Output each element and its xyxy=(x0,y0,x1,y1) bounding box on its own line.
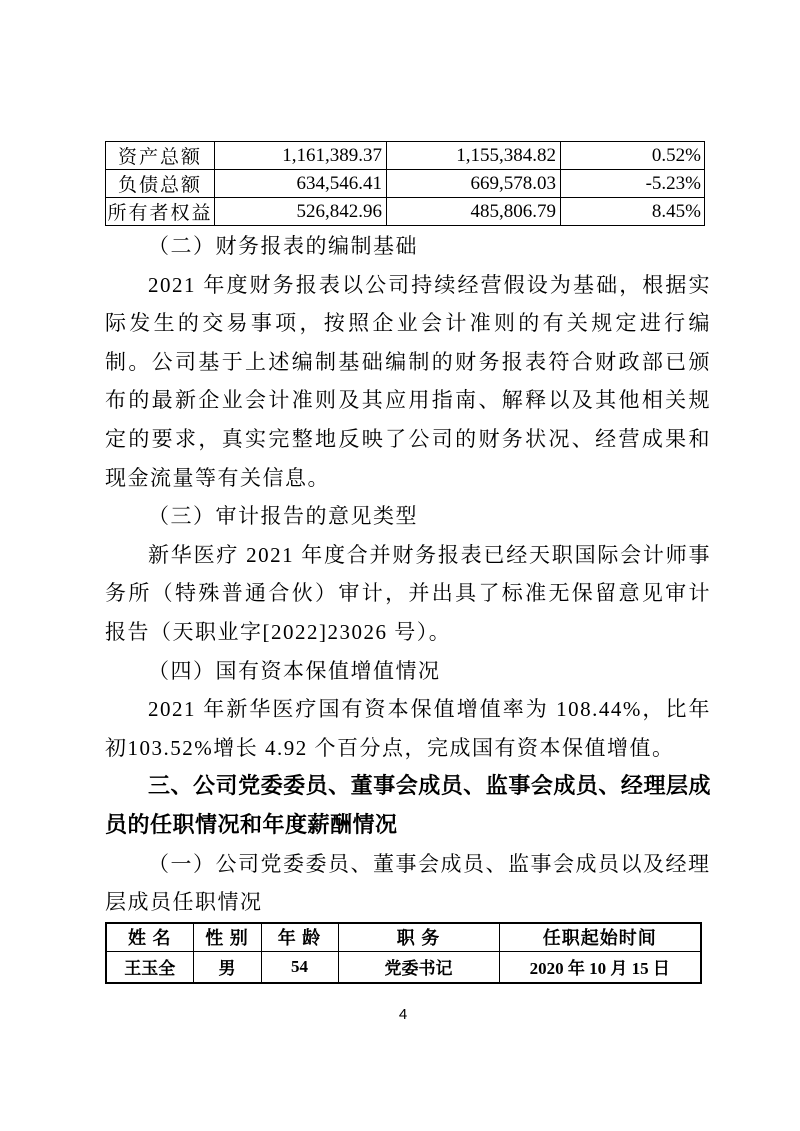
section4-heading: （四）国有资本保值增值情况 xyxy=(148,658,441,683)
section2-heading: （二）财务报表的编制基础 xyxy=(148,234,418,258)
staff-name: 王玉全 xyxy=(106,951,193,983)
financial-table xyxy=(105,141,705,226)
table-row xyxy=(106,142,705,170)
page-number: 4 xyxy=(398,1006,408,1023)
col-header-position: 职 务 xyxy=(338,923,499,951)
col-header-name: 姓 名 xyxy=(106,923,193,951)
fin-value-previous: 1,155,384.82 xyxy=(387,142,561,170)
part3-sub1-heading: （一）公司党委委员、董事会成员、监事会成员以及经理层成员任职情况 xyxy=(105,851,711,915)
table-header-row xyxy=(106,923,701,951)
table-row xyxy=(106,198,705,226)
section3-paragraph: 新华医疗 2021 年度合并财务报表已经天职国际会计师事务所（特殊普通合伙）审计，并出具了标准无保留意见审计报告（天职业字[2022]23026 号）。 xyxy=(105,542,711,644)
col-header-start-date: 任职起始时间 xyxy=(499,923,701,951)
staff-age: 54 xyxy=(261,951,338,983)
staff-position: 党委书记 xyxy=(338,951,499,983)
table-row xyxy=(106,170,705,198)
fin-value-current: 526,842.96 xyxy=(215,198,387,226)
fin-value-previous: 669,578.03 xyxy=(387,170,561,198)
fin-item-label: 负债总额 xyxy=(106,170,215,198)
fin-change-pct: -5.23% xyxy=(561,170,705,198)
col-header-age: 年 龄 xyxy=(261,923,338,951)
fin-item-label: 所有者权益 xyxy=(106,198,215,226)
staff-start-date: 2020 年 10 月 15 日 xyxy=(499,951,701,983)
fin-change-pct: 0.52% xyxy=(561,142,705,170)
fin-value-current: 634,546.41 xyxy=(215,170,387,198)
col-header-gender: 性 别 xyxy=(193,923,261,951)
fin-item-label: 资产总额 xyxy=(106,142,215,170)
fin-value-previous: 485,806.79 xyxy=(387,198,561,226)
document-body xyxy=(105,227,711,922)
staff-gender: 男 xyxy=(193,951,261,983)
fin-change-pct: 8.45% xyxy=(561,198,705,226)
section4-paragraph: 2021 年新华医疗国有资本保值增值率为 108.44%，比年初103.52%增长 4.92 个百分点，完成国有资本保值增值。 xyxy=(105,697,711,760)
section2-paragraph: 2021 年度财务报表以公司持续经营假设为基础，根据实际发生的交易事项，按照企业会计准则的有关规定进行编制。公司基于上述编制基础编制的财务报表符合财政部已颁布的最新企业会计准则及其应用指南、解释以及其他相关规定的要求，真实完整地反映了公司的财务状况、经营成果和现金流量等有关信息。 xyxy=(105,272,711,490)
staff-table xyxy=(105,922,702,984)
table-row xyxy=(106,951,701,983)
section3-heading: （三）审计报告的意见类型 xyxy=(148,504,418,529)
fin-value-current: 1,161,389.37 xyxy=(215,142,387,170)
part3-heading: 三、公司党委委员、董事会成员、监事会成员、经理层成员的任职情况和年度薪酬情况 xyxy=(105,773,711,837)
